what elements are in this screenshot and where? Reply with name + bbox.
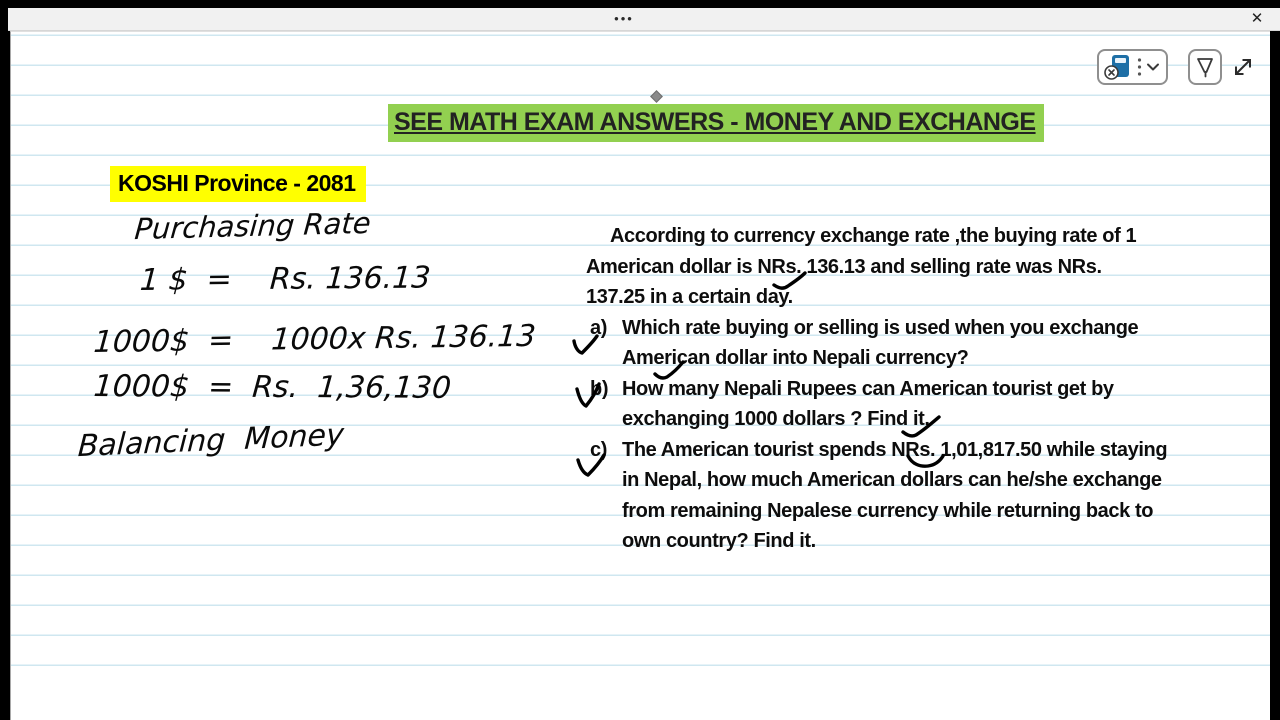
calculator-tool-button[interactable]: [1097, 49, 1168, 85]
question-b-line: b) How many Nepali Rupees can American tourist get by: [586, 374, 1258, 405]
page-title[interactable]: SEE MATH EXAM ANSWERS - MONEY AND EXCHANGE: [388, 104, 1044, 142]
expand-arrows-icon: [1230, 54, 1256, 80]
intro-line: According to currency exchange rate ,the buying rate of 1: [610, 225, 1137, 247]
province-subtitle[interactable]: KOSHI Province - 2081: [110, 166, 366, 202]
drag-handle-dots-icon[interactable]: •••: [614, 11, 634, 26]
handwriting-1000-result[interactable]: 1000$ = Rs. 1,36,130: [92, 369, 453, 406]
question-c-line: own country? Find it.: [622, 530, 816, 552]
question-c-line: c) The American tourist spends NRs. 1,01,817.50 while staying: [586, 435, 1258, 466]
question-a-label: a): [590, 316, 607, 339]
problem-text-block[interactable]: [586, 221, 1258, 557]
question-b-label: b): [590, 377, 609, 400]
close-icon[interactable]: ✕: [1250, 10, 1264, 27]
question-b-line: exchanging 1000 dollars ? Find it.: [622, 408, 930, 430]
question-a-line: American dollar into Nepali currency?: [622, 347, 969, 369]
titlebar: [8, 8, 1280, 31]
handwriting-balancing-money[interactable]: Balancing Money: [76, 417, 345, 465]
calculator-icon: [1104, 53, 1134, 81]
pen-tip-tool-button[interactable]: [1188, 49, 1222, 85]
question-c-line: from remaining Nepalese currency while returning back to: [622, 499, 1154, 522]
intro-line: 137.25 in a certain day.: [586, 286, 793, 308]
pen-nib-icon: [1193, 54, 1217, 80]
kebab-dots-icon: [1137, 57, 1142, 77]
chevron-down-icon: [1145, 62, 1161, 72]
expand-fullscreen-button[interactable]: [1230, 54, 1256, 80]
handwriting-rate-equation[interactable]: 1 $ = Rs. 136.13: [138, 260, 432, 299]
handwriting-1000-multiply[interactable]: 1000$ = 1000x Rs. 136.13: [92, 318, 537, 361]
question-a-line: a) Which rate buying or selling is used when you exchange: [586, 313, 1258, 344]
question-c-line: in Nepal, how much American dollars can he/she exchange: [622, 469, 1162, 491]
intro-line: American dollar is NRs. 136.13 and selling rate was NRs.: [586, 255, 1102, 278]
question-c-label: c): [590, 438, 607, 461]
handwriting-purchasing-rate[interactable]: Purchasing Rate: [133, 205, 373, 247]
